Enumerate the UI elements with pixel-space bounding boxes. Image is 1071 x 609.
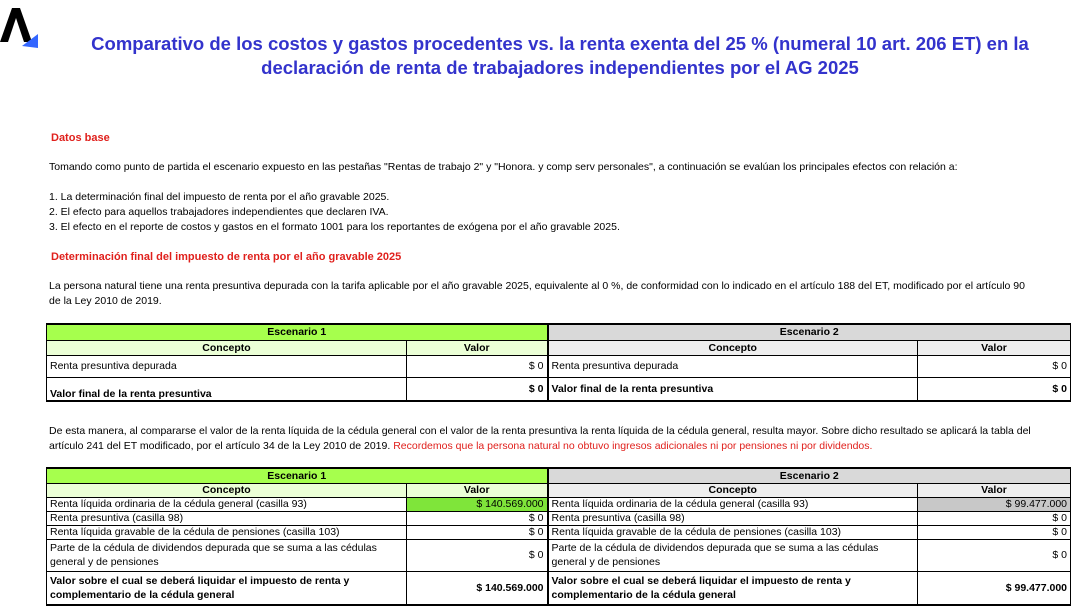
table2-r5-valor1: $ 140.569.000 — [407, 571, 548, 605]
datos-base-heading: Datos base — [51, 132, 110, 144]
page-title — [55, 32, 1065, 80]
title-line-2: declaración de renta de trabajadores independientes por el AG 2025 — [261, 57, 859, 78]
table2-r5-valor2: $ 99.477.000 — [918, 571, 1071, 605]
table1-r1-concepto2: Renta presuntiva depurada — [548, 355, 918, 377]
table1-r2-concepto2: Valor final de la renta presuntiva — [548, 377, 918, 401]
table1-scenario1-header: Escenario 1 — [47, 324, 548, 340]
determinacion-heading: Determinación final del impuesto de renta por el año gravable 2025 — [51, 251, 402, 263]
table1-scenario2-header: Escenario 2 — [548, 324, 1071, 340]
table2-r3-valor2: $ 0 — [918, 525, 1071, 539]
table2-r2-concepto1: Renta presuntiva (casilla 98) — [47, 511, 407, 525]
actualicese-logo-icon — [0, 6, 40, 48]
table1-r2-valor1: $ 0 — [407, 377, 548, 401]
table2-r1-concepto1: Renta líquida ordinaria de la cédula general (casilla 93) — [47, 497, 407, 511]
table1-col-valor-1: Valor — [407, 340, 548, 355]
title-line-1: Comparativo de los costos y gastos procedentes vs. la renta exenta del 25 % (numeral 10 art. 206 ET) en la — [91, 33, 1029, 54]
table2-col-valor-1: Valor — [407, 483, 548, 497]
table1-r1-valor2: $ 0 — [918, 355, 1071, 377]
table2-r1-valor1: $ 140.569.000 — [407, 497, 548, 511]
table2-r3-concepto1: Renta líquida gravable de la cédula de pensiones (casilla 103) — [47, 525, 407, 539]
table1-col-valor-2: Valor — [918, 340, 1071, 355]
table1-r1-concepto1: Renta presuntiva depurada — [47, 355, 407, 377]
table-row — [47, 525, 1071, 539]
table2-col-valor-2: Valor — [918, 483, 1071, 497]
renta-liquida-table — [46, 467, 1071, 606]
table2-r2-valor1: $ 0 — [407, 511, 548, 525]
table2-r5-concepto2: Valor sobre el cual se deberá liquidar el impuesto de renta y complementario de la cédula general — [548, 571, 918, 605]
table2-r1-concepto2: Renta líquida ordinaria de la cédula general (casilla 93) — [548, 497, 918, 511]
table2-r5-concepto1: Valor sobre el cual se deberá liquidar el impuesto de renta y complementario de la cédula general — [47, 571, 407, 605]
p2-line2-red-text: Recordemos que la persona natural no obtuvo ingresos adicionales ni por pensiones ni por dividendos. — [393, 440, 873, 452]
p2-line2-black-text: artículo 241 del ET modificado, por el artículo 34 de la Ley 2010 de 2019. — [49, 440, 394, 452]
table2-r4-concepto2: Parte de la cédula de dividendos depurada que se suma a las cédulas general y de pensiones — [548, 539, 918, 571]
table1-r1-valor1: $ 0 — [407, 355, 548, 377]
datos-base-item-3: 3. El efecto en el reporte de costos y gastos en el formato 1001 para los reportantes de exógena por el año gravable 2025. — [49, 221, 620, 233]
determinacion-p1-line1: La persona natural tiene una renta presuntiva depurada con la tarifa aplicable por el año gravable 2025, equivalente al 0 %, de conformidad con lo indicado en el artículo 188 del ET, modificado por el artículo 90 — [49, 280, 1025, 292]
table2-r4-valor1: $ 0 — [407, 539, 548, 571]
table-row — [47, 571, 1071, 605]
table-row — [47, 355, 1071, 377]
table-row — [47, 377, 1071, 401]
table-row — [47, 497, 1071, 511]
table-row — [47, 511, 1071, 525]
table2-r3-valor1: $ 0 — [407, 525, 548, 539]
datos-base-item-1: 1. La determinación final del impuesto de renta por el año gravable 2025. — [49, 191, 390, 203]
renta-presuntiva-table — [46, 323, 1071, 402]
table1-r2-valor2: $ 0 — [918, 377, 1071, 401]
determinacion-p2-line1: De esta manera, al compararse el valor de la renta líquida de la cédula general con el valor de la renta presuntiva la renta líquida de la cédula general, resulta mayor. Sobre dicho resultado se aplicará la tabla del — [49, 425, 1031, 437]
determinacion-p2-line2 — [49, 439, 872, 454]
determinacion-p1-line2: de la Ley 2010 de 2019. — [49, 295, 162, 307]
datos-base-intro: Tomando como punto de partida el escenario expuesto en las pestañas "Rentas de trabajo 2" y "Honora. y comp serv personales", a continuación se evalúan los principales efectos con relación a: — [49, 161, 958, 173]
table2-r1-valor2: $ 99.477.000 — [918, 497, 1071, 511]
table2-r3-concepto2: Renta líquida gravable de la cédula de pensiones (casilla 103) — [548, 525, 918, 539]
table2-r2-concepto2: Renta presuntiva (casilla 98) — [548, 511, 918, 525]
table2-r4-concepto1: Parte de la cédula de dividendos depurada que se suma a las cédulas general y de pensiones — [47, 539, 407, 571]
table-row — [47, 539, 1071, 571]
table2-r4-valor2: $ 0 — [918, 539, 1071, 571]
table2-r2-valor2: $ 0 — [918, 511, 1071, 525]
datos-base-item-2: 2. El efecto para aquellos trabajadores independientes que declaren IVA. — [49, 206, 389, 218]
table2-col-concepto-1: Concepto — [47, 483, 407, 497]
table1-col-concepto-2: Concepto — [548, 340, 918, 355]
table2-scenario1-header: Escenario 1 — [47, 468, 548, 483]
table1-r2-concepto1: Valor final de la renta presuntiva — [47, 377, 407, 401]
table2-scenario2-header: Escenario 2 — [548, 468, 1071, 483]
table2-col-concepto-2: Concepto — [548, 483, 918, 497]
table1-col-concepto-1: Concepto — [47, 340, 407, 355]
